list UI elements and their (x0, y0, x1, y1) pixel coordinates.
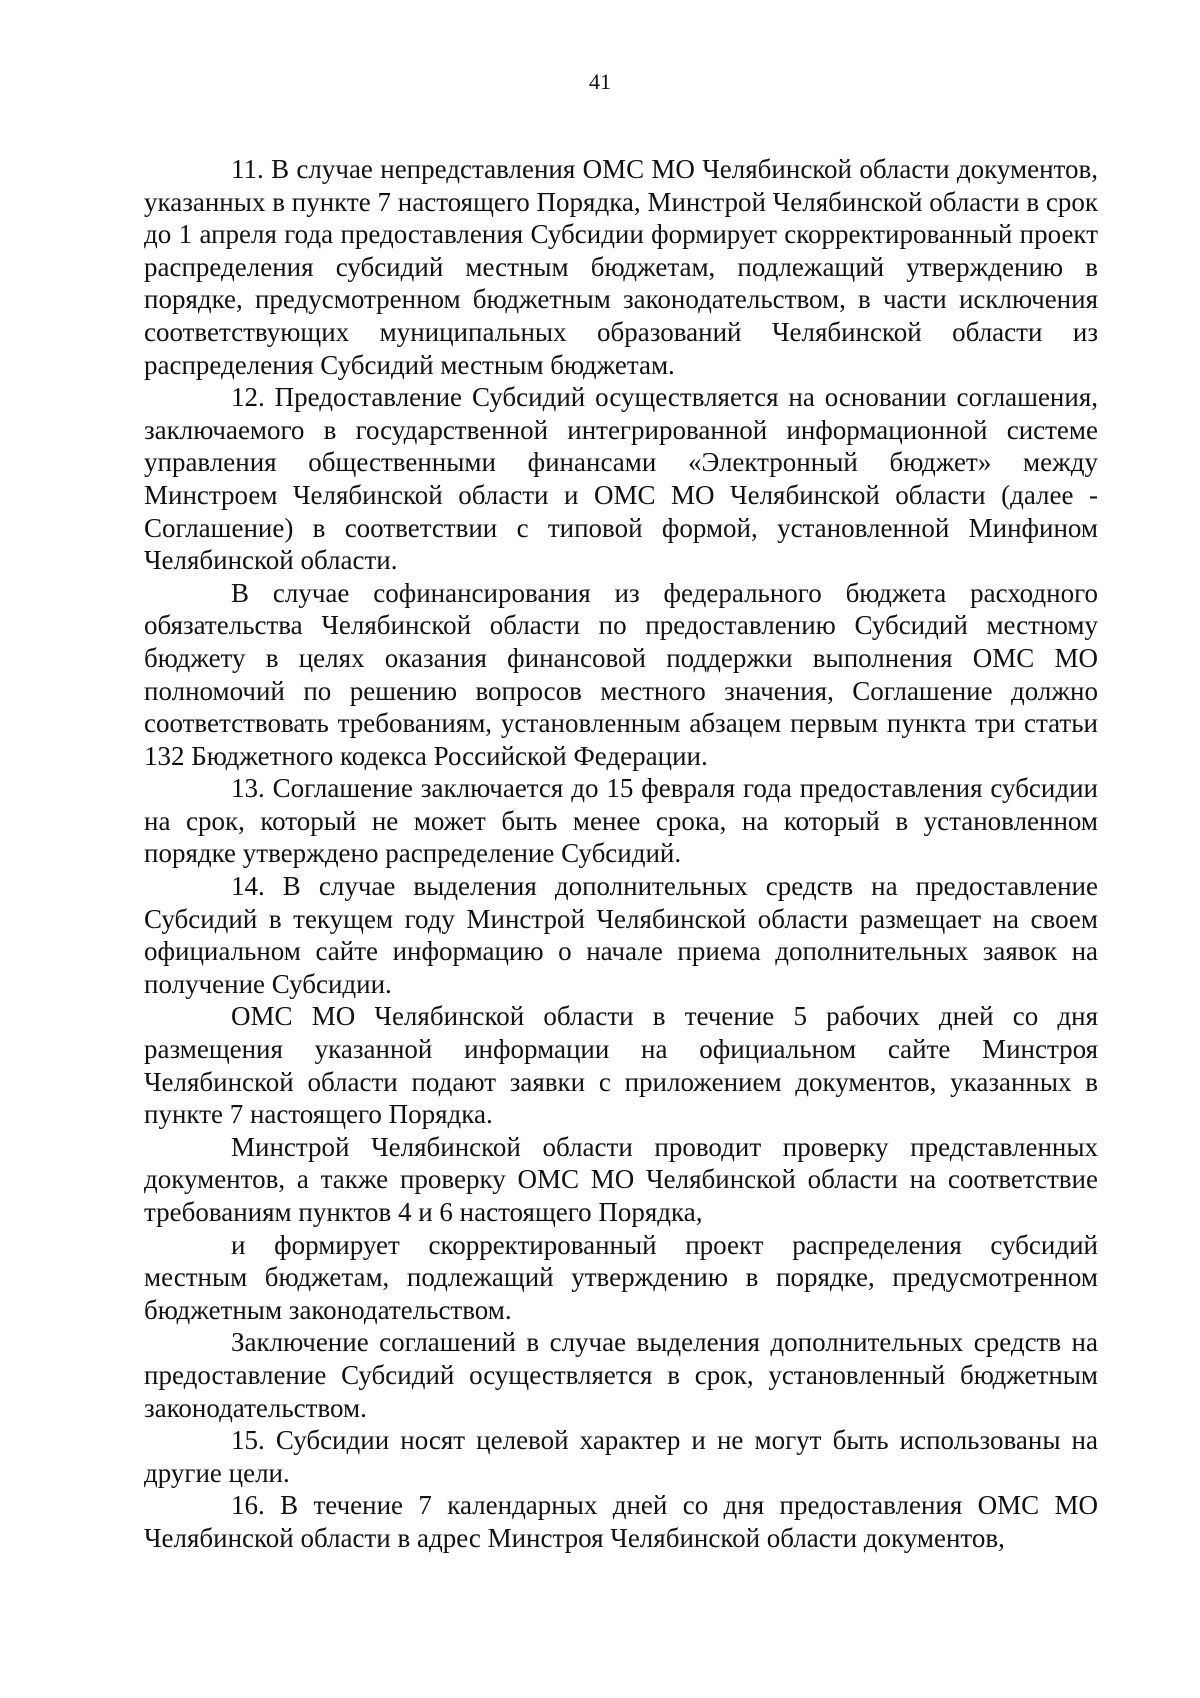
document-body (144, 153, 1098, 1555)
paragraph-14-distribution: и формирует скорректированный проект распределения субсидий местным бюджетам, подлежащий утверждению в порядке, предусмотренном бюджетным законодательством. (144, 1229, 1098, 1325)
paragraph-12-cofinancing: В случае софинансирования из федерального бюджета расходного обязательства Челябинской области по предоставлению Субсидий местному бюджету в целях оказания финансовой поддержки выполнения ОМС МО полномочий по решению вопросов местного значения, Соглашение должно соответствовать требованиям, установленным абзацем первым пункта три статьи 132 Бюджетного кодекса Российской Федерации. (144, 577, 1098, 771)
paragraph-16: 16. В течение 7 календарных дней со дня предоставления ОМС МО Челябинской области в адрес Минстроя Челябинской области документов, (144, 1490, 1098, 1553)
paragraph-14: 14. В случае выделения дополнительных средств на предоставление Субсидий в текущем году Минстрой Челябинской области размещает на своем официальном сайте информацию о начале приема дополнительных заявок на получение Субсидии. (144, 871, 1098, 999)
paragraph-11: 11. В случае непредставления ОМС МО Челябинской области документов, указанных в пункте 7 настоящего Порядка, Минстрой Челябинской области в срок до 1 апреля года предоставления Субсидии формирует скорректированный проект распределения субсидий местным бюджетам, подлежащий утверждению в порядке, предусмотренном бюджетным законодательством, в части исключения соответствующих муниципальных образований Челябинской области из распределения Субсидий местным бюджетам. (144, 154, 1098, 380)
paragraph-14-agreements: Заключение соглашений в случае выделения дополнительных средств на предоставление Субсидий осуществляется в срок, установленный бюджетным законодательством. (144, 1327, 1098, 1423)
paragraph-15: 15. Субсидии носят целевой характер и не могут быть использованы на другие цели. (144, 1425, 1098, 1488)
paragraph-14-applications: ОМС МО Челябинской области в течение 5 рабочих дней со дня размещения указанной информации на официальном сайте Минстроя Челябинской области подают заявки с приложением документов, указанных в пункте 7 настоящего Порядка. (144, 1001, 1098, 1130)
paragraph-13: 13. Соглашение заключается до 15 февраля года предоставления субсидии на срок, который не может быть менее срока, на который в установленном порядке утверждено распределение Субсидий. (144, 773, 1098, 869)
page-number: 41 (589, 69, 611, 94)
paragraph-14-verification: Минстрой Челябинской области проводит проверку представленных документов, а также проверку ОМС МО Челябинской области на соответствие требованиям пунктов 4 и 6 настоящего Порядка, (144, 1131, 1098, 1227)
paragraph-12: 12. Предоставление Субсидий осуществляется на основании соглашения, заключаемого в государственной интегрированной информационной системе управления общественными финансами «Электронный бюджет» между Минстроем Челябинской области и ОМС МО Челябинской области (далее - Соглашение) в соответствии с типовой формой, установленной Минфином Челябинской области. (144, 382, 1098, 576)
